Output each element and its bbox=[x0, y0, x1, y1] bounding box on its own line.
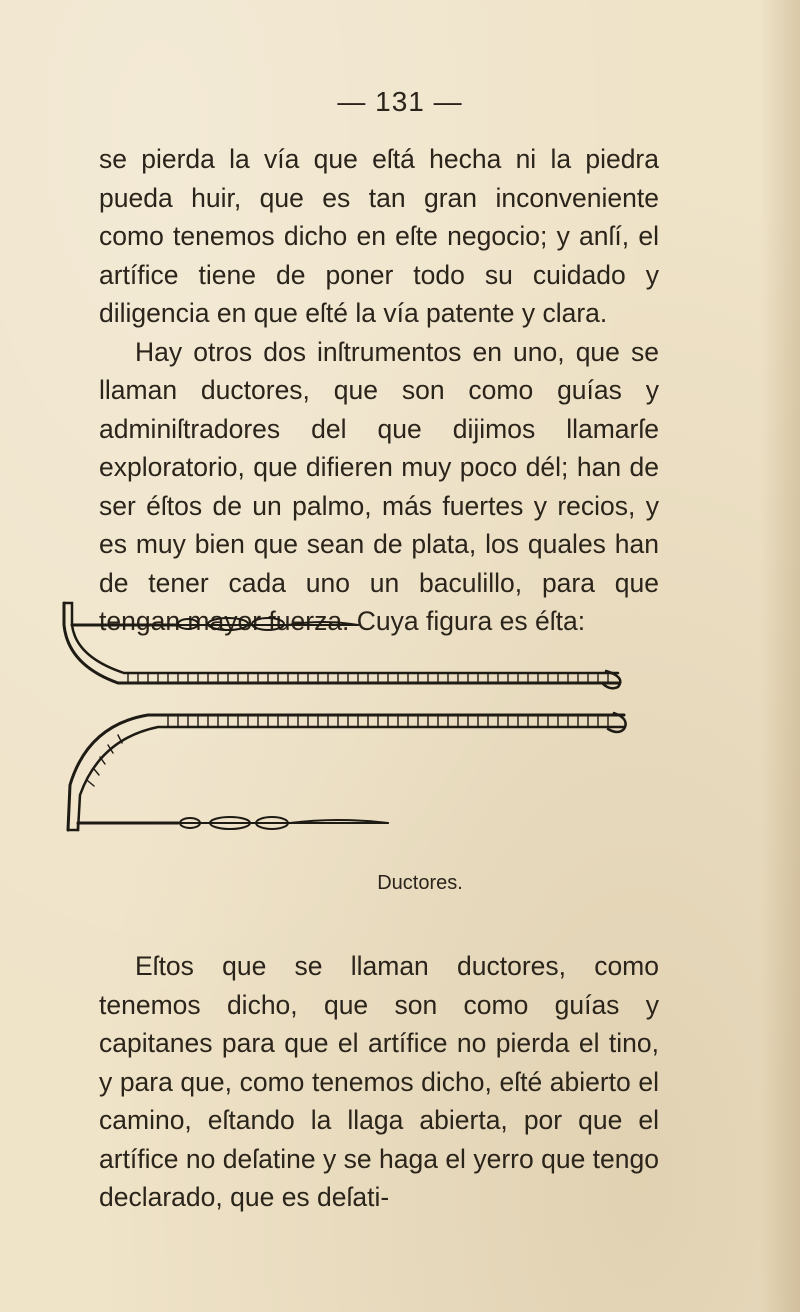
figure-caption: Ductores. bbox=[377, 872, 463, 894]
paragraph-ductores-description: Hay otros dos inſtrumentos en uno, que se llaman ductores, que son como guías y adminiſtradores del que dijimos llamarſe exploratorio, que difieren muy poco dél; han de ser éſtos de un palmo, más fuertes y recios, y es muy bien que sean de plata, los quales han de tener cada uno un baculillo, para que tengan mayor fuerza. Cuya figura es éſta: bbox=[99, 336, 659, 636]
text-block-upper bbox=[99, 140, 659, 641]
paragraph-ductores-explanation: Eſtos que se llaman ductores, como tenemos dicho, que son como guías y capitanes para que el artífice no pierda el tino, y para que, como tenemos dicho, eſté abierto el camino, eſtando la llaga abierta, por que el artífice no deſatine y se haga el yerro que tengo declarado, que es deſati- bbox=[99, 951, 659, 1212]
paragraph-continuation: se pierda la vía que eſtá hecha ni la piedra pueda huir, que es tan gran inconveniente como tenemos dicho en eſte negocio; y anſí, el artífice tiene de poner todo su cuidado y diligencia en que eſté la vía patente y clara. bbox=[99, 144, 659, 328]
ductores-illustration bbox=[58, 595, 628, 845]
page-edge-shadow bbox=[760, 0, 800, 1312]
ductores-drawing bbox=[58, 595, 628, 845]
text-block-lower bbox=[99, 947, 659, 1217]
page-number: — 131 — bbox=[337, 86, 463, 117]
